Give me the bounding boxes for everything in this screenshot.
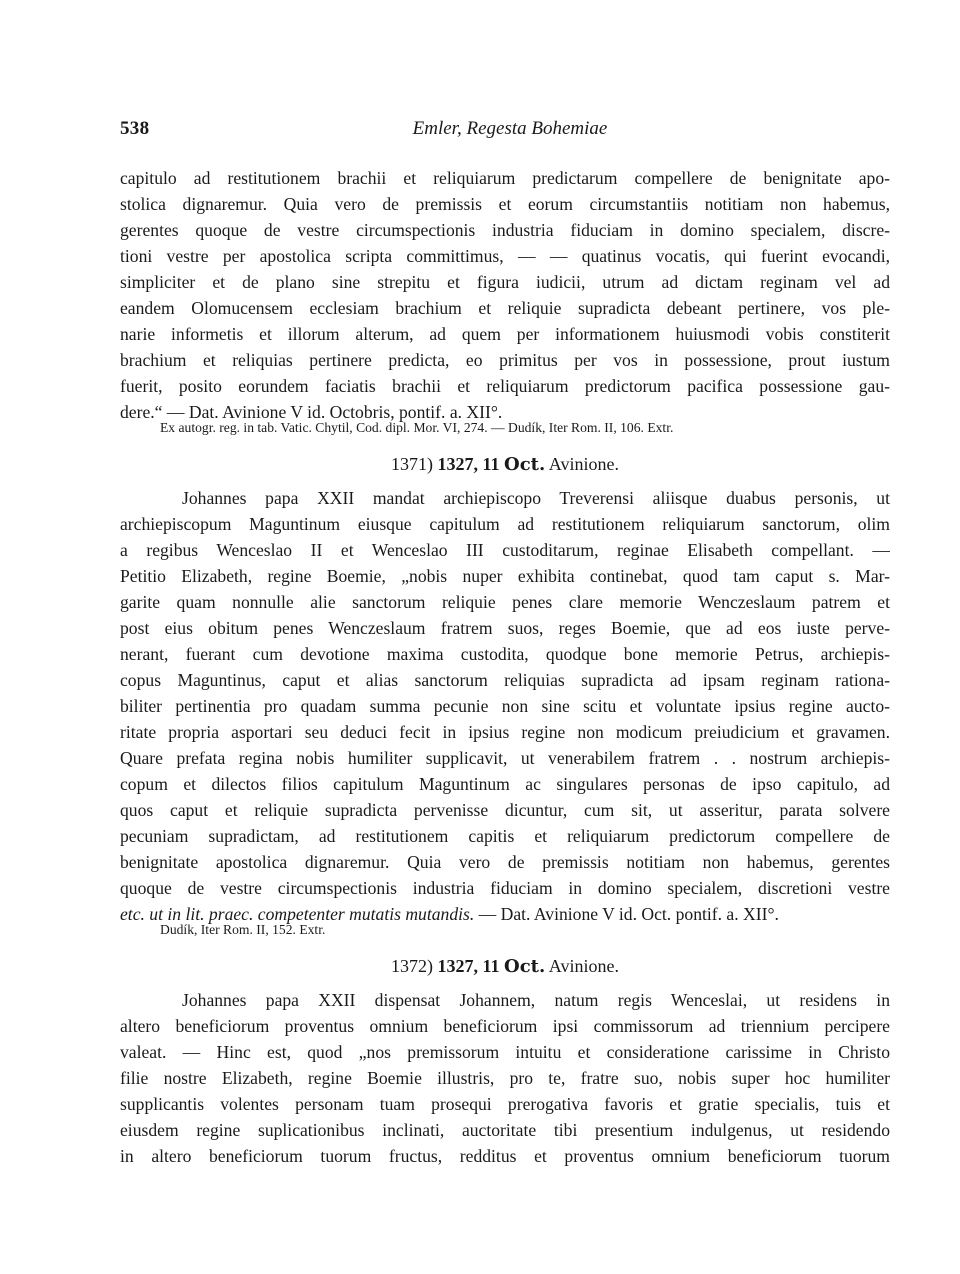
text-line: capitulo ad restitutionem brachii et reliquiarum predictarum compellere de benignitate apo- [120,168,890,188]
text-line: Petitio Elizabeth, regine Boemie, „nobis nuper exhibita continebat, quod tam caput s. Mar- [120,566,890,586]
page-number: 538 [120,118,150,139]
text-line: gerentes quoque de vestre circumspectionis industria fiduciam in domino specialem, discre- [120,220,890,240]
source-note: Ex autogr. reg. in tab. Vatic. Chytil, Cod. dipl. Mor. VI, 274. — Dudík, Iter Rom. II, 106. Extr. [160,420,674,435]
entry-month: Oct. [504,956,546,977]
text-line: narie informetis et illorum alterum, ad quem per informationem huiusmodi vobis constiterit [120,324,890,344]
entry-number: 1372) [391,956,434,976]
entry-date: 1327, 11 [437,454,500,474]
dating-clause: — Dat. Avinione V id. Oct. pontif. a. XII°. [474,904,779,924]
text-line: garite quam nonnulle alie sanctorum reliquie penes clare memorie Wenczeslaum patrem et [120,592,890,612]
page-header [120,118,890,146]
text-line: eiusdem regine suplicationibus inclinati, auctoritate tibi presentium indulgenus, ut residendo [120,1120,890,1140]
text-line: altero beneficiorum proventus omnium beneficiorum ipsi commissorum ad triennium percipere [120,1016,890,1036]
text-line: in altero beneficiorum tuorum fructus, redditus et proventus omnium beneficiorum tuorum [120,1146,890,1166]
text-line: quos caput et reliquie supradicta pervenisse dicuntur, cum sit, ut asseritur, parata solvere [120,800,890,820]
text-line: Johannes papa XXII dispensat Johannem, natum regis Wenceslai, ut residens in [182,990,890,1010]
entry-place: Avinione. [548,454,619,474]
text-line: copus Maguntinus, caput et alias sanctorum reliquias supradicta ad ipsam reginam rationa- [120,670,890,690]
text-line: eandem Olomucensem ecclesiam brachium et reliquie supradicta debeant pertinere, vos ple- [120,298,890,318]
text-line: filie nostre Elizabeth, regine Boemie illustris, pro te, fratre suo, nobis super hoc humiliter [120,1068,890,1088]
italic-phrase: etc. ut in lit. praec. competenter mutatis mutandis. [120,904,475,924]
text-line: copum et dilectos filios capitulum Maguntinum ac singulares personas de ipso capitulo, ad [120,774,890,794]
entry-heading [120,452,890,477]
text-line: valeat. — Hinc est, quod „nos premissorum intuitu et consideratione carissime in Christo [120,1042,890,1062]
text-line: tioni vestre per apostolica scripta committimus, — — quatinus vocatis, qui fuerint evocandi, [120,246,890,266]
entry-date: 1327, 11 [437,956,500,976]
text-line: quoque de vestre circumspectionis industria fiduciam in domino specialem, discretioni vestre [120,878,890,898]
text-line: stolica dignaremur. Quia vero de premissis et eorum circumstantiis notitiam non habemus, [120,194,890,214]
text-line-last: dere.“ — Dat. Avinione V id. Octobris, pontif. a. XII°. [120,402,503,422]
entry-month: Oct. [504,454,546,475]
text-line: nerant, fuerant cum devotione maxima custodita, quodque bone memorie Petrus, archiepis- [120,644,890,664]
running-title: Emler, Regesta Bohemiae [412,118,608,139]
text-line: ritate propria asportari seu deduci fecit in ipsius regine non modicum preiudicium et gravamen. [120,722,890,742]
text-line: archiepiscopum Maguntinum eiusque capitulum ad restitutionem reliquiarum sanctorum, olim [120,514,890,534]
text-line: supplicantis volentes personam tuam prosequi prerogativa favoris et gratie specialis, tuis et [120,1094,890,1114]
text-line: Quare prefata regina nobis humiliter supplicavit, ut venerabilem fratrem . . nostrum archiepis- [120,748,890,768]
text-line: fuerit, posito eorundem faciatis brachii et reliquiarum predictorum pacifica possessione gau- [120,376,890,396]
text-line: a regibus Wenceslao II et Wenceslao III custoditarum, reginae Elisabeth compellant. — [120,540,890,560]
text-line: brachium et reliquias pertinere predicta, eo primitus per vos in possessione, prout iustum [120,350,890,370]
entry-place: Avinione. [548,956,619,976]
text-line: pecuniam supradictam, ad restitutionem capitis et reliquiarum predictorum compellere de [120,826,890,846]
text-line: benignitate apostolica dignaremur. Quia vero de premissis notitiam non habemus, gerentes [120,852,890,872]
source-note: Dudík, Iter Rom. II, 152. Extr. [160,922,326,937]
text-line: post eius obitum penes Wenczeslaum fratrem suos, reges Boemie, que ad eos iuste perve- [120,618,890,638]
text-line: Johannes papa XXII mandat archiepiscopo Treverensi aliisque duabus personis, ut [182,488,890,508]
entry-number: 1371) [391,454,434,474]
text-line: simpliciter et de plano sine strepitu et figura iudicii, utrum ad dictam reginam vel ad [120,272,890,292]
entry-heading [120,954,890,979]
text-line: biliter pertinentia pro quadam summa pecunie non sine scitu et voluntate ipsius regine aucto- [120,696,890,716]
